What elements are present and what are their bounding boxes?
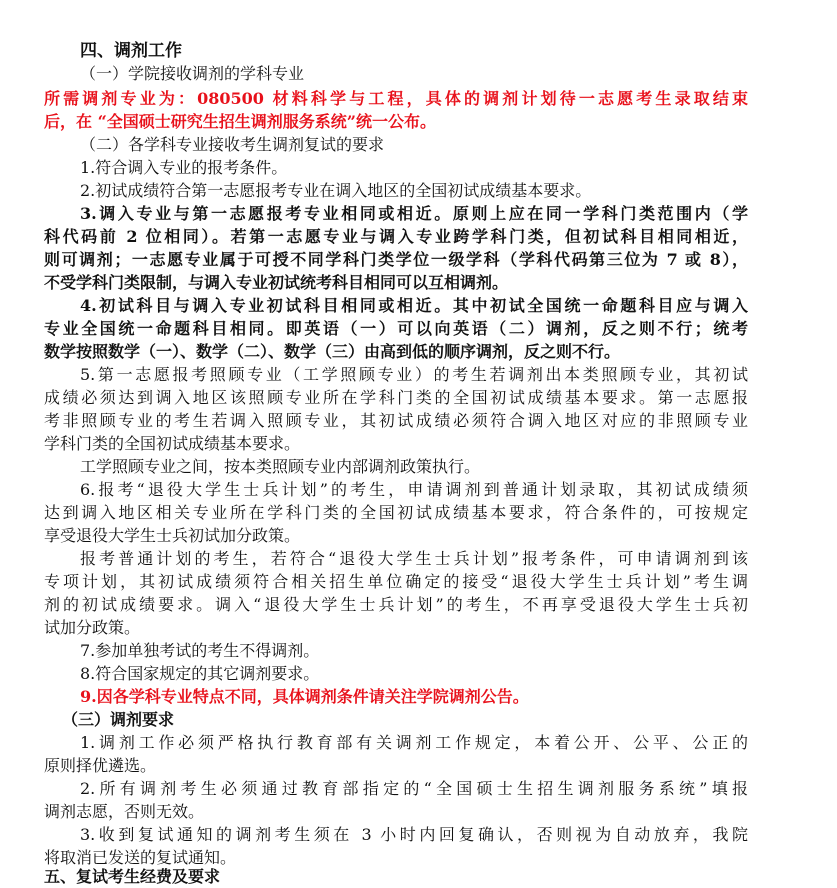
requirement-item: 达到调入地区相关专业所在学科门类的全国初试成绩基本要求，符合条件的，可按规定 xyxy=(44,503,748,522)
requirement-item: 则可调剂；一志愿专业属于可授不同学科门类学位一级学科（学科代码第三位为 7 或 8）， xyxy=(44,250,748,269)
requirement-item: 2.所有调剂考生必须通过教育部指定的“全国硕士生招生调剂服务系统”填报 xyxy=(80,779,748,798)
subsection-heading-3: （三）调剂要求 xyxy=(62,710,175,729)
requirement-item: 数学按照数学（一）、数学（二）、数学（三）由高到低的顺序调剂，反之则不行。 xyxy=(44,342,621,361)
next-section-heading: 五、复试考生经费及要求 xyxy=(44,867,221,886)
requirement-item: 学科门类的全国初试成绩基本要求。 xyxy=(44,434,301,453)
subsection-heading-1: （一）学院接收调剂的学科专业 xyxy=(80,64,305,83)
requirement-item: 7.参加单独考试的考生不得调剂。 xyxy=(80,641,320,660)
requirement-item: 试加分政策。 xyxy=(44,618,141,637)
section-heading: 四、调剂工作 xyxy=(80,41,182,61)
requirement-item: 不受学科门类限制，与调入专业初试统考科目相同可以互相调剂。 xyxy=(44,273,509,292)
requirement-item: 享受退役大学生士兵初试加分政策。 xyxy=(44,526,301,545)
requirement-item: 原则择优遴选。 xyxy=(44,756,157,775)
requirement-item: 成绩必须达到调入地区该照顾专业所在学科门类的全国初试成绩基本要求。第一志愿报 xyxy=(44,388,748,407)
requirement-item: 3.调入专业与第一志愿报考专业相同或相近。原则上应在同一学科门类范围内（学 xyxy=(80,204,748,223)
subsection-heading-2: （二）各学科专业接收考生调剂复试的要求 xyxy=(80,135,385,154)
requirement-item: 剂的初试成绩要求。调入“退役大学生士兵计划”的考生，不再享受退役大学生士兵初 xyxy=(44,595,748,614)
requirement-item: 专业全国统一命题科目相同。即英语（一）可以向英语（二）调剂，反之则不行；统考 xyxy=(44,319,748,338)
requirement-item: 3.收到复试通知的调剂考生须在 3 小时内回复确认，否则视为自动放弃，我院 xyxy=(80,825,748,844)
requirement-item: 1.符合调入专业的报考条件。 xyxy=(80,158,288,177)
requirement-item: 将取消已发送的复试通知。 xyxy=(44,848,237,867)
requirement-item: 工学照顾专业之间，按本类照顾专业内部调剂政策执行。 xyxy=(80,457,481,476)
notice-text: 后，在 “全国硕士研究生招生调剂服务系统”统一公布。 xyxy=(44,112,436,131)
requirement-item: 调剂志愿，否则无效。 xyxy=(44,802,205,821)
requirement-item-highlight: 9.因各学科专业特点不同，具体调剂条件请关注学院调剂公告。 xyxy=(80,687,529,706)
requirement-item: 考非照顾专业的考生若调入照顾专业，其初试成绩必须符合调入地区对应的非照顾专业 xyxy=(44,411,748,430)
requirement-item: 科代码前 2 位相同）。若第一志愿专业与调入专业跨学科门类，但初试科目相同相近， xyxy=(44,227,748,246)
requirement-item: 报考普通计划的考生，若符合“退役大学生士兵计划”报考条件，可申请调剂到该 xyxy=(80,549,748,568)
requirement-item: 专项计划，其初试成绩须符合相关招生单位确定的接受“退役大学生士兵计划”考生调 xyxy=(44,572,748,591)
notice-text: 所需调剂专业为：080500 材料科学与工程，具体的调剂计划待一志愿考生录取结束 xyxy=(44,89,748,108)
requirement-item: 6.报考“退役大学生士兵计划”的考生，申请调剂到普通计划录取，其初试成绩须 xyxy=(80,480,748,499)
requirement-item: 1.调剂工作必须严格执行教育部有关调剂工作规定，本着公开、公平、公正的 xyxy=(80,733,748,752)
requirement-item: 4.初试科目与调入专业初试科目相同或相近。其中初试全国统一命题科目应与调入 xyxy=(80,296,748,315)
requirement-item: 2.初试成绩符合第一志愿报考专业在调入地区的全国初试成绩基本要求。 xyxy=(80,181,592,200)
requirement-item: 5.第一志愿报考照顾专业（工学照顾专业）的考生若调剂出本类照顾专业，其初试 xyxy=(80,365,748,384)
requirement-item: 8.符合国家规定的其它调剂要求。 xyxy=(80,664,320,683)
